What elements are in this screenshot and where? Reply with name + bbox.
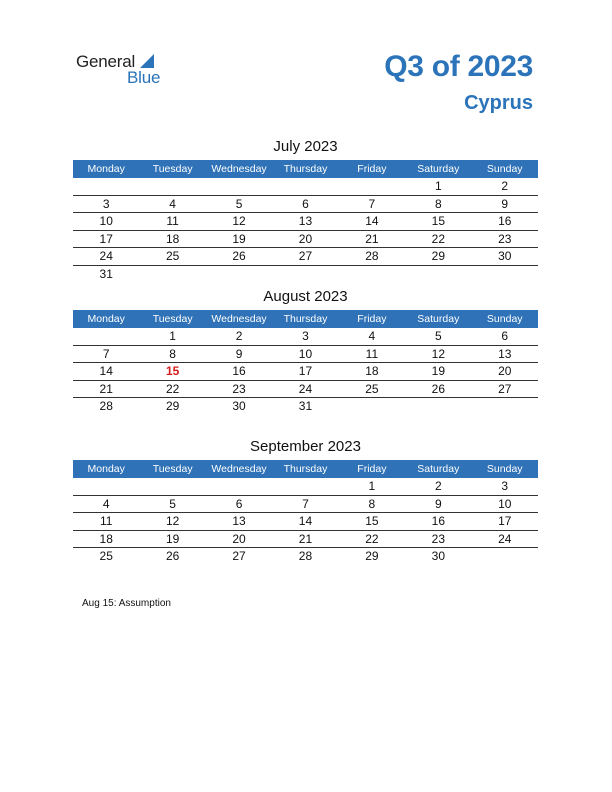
day-cell: 3 [302,329,309,343]
day-cell: 28 [298,549,313,563]
day-cell: 16 [498,214,512,228]
weekday-header [73,310,538,328]
day-cell: 11 [99,514,113,528]
day-cell: 15 [431,214,445,228]
day-cell: 16 [232,364,246,378]
day-cell: 29 [365,549,379,563]
day-cell: 23 [498,231,512,246]
day-cell [339,398,405,416]
day-cell: 12 [165,514,180,528]
day-cell: 20 [298,231,313,246]
day-cell: 3 [501,479,509,493]
weekday-label: Friday [357,313,387,325]
holiday-note: Aug 15: Assumption [82,598,171,609]
day-cell: 4 [102,496,110,511]
weekday-label: Tuesday [152,463,193,475]
month-calendar [73,288,538,416]
day-cell: 17 [498,514,512,528]
day-cell: 12 [232,214,246,228]
day-cell: 2 [434,479,442,493]
day-cell [472,398,538,416]
weekday-header [73,460,538,478]
day-cell: 26 [431,381,445,396]
weekday-label: Sunday [486,163,523,175]
week-row [73,248,538,266]
weekday-label: Wednesday [211,463,267,475]
day-cell: 19 [232,231,246,246]
day-cell: 6 [302,196,309,211]
day-cell: 14 [298,514,313,528]
day-cell: 31 [99,266,113,281]
day-cell: 19 [165,531,180,546]
day-cell: 5 [235,196,243,211]
day-cell: 26 [232,249,246,263]
day-cell [206,178,272,195]
day-cell: 17 [99,231,113,246]
day-cell [272,478,338,495]
weekday-label: Wednesday [211,163,267,175]
month-calendar [73,138,538,283]
day-cell: 7 [302,496,309,511]
day-cell: 25 [99,549,113,563]
weekday-label: Friday [357,163,387,175]
day-cell: 15 [365,514,379,528]
day-cell [206,478,272,495]
month-title: July 2023 [273,138,338,155]
weekday-label: Thursday [283,313,328,325]
day-cell [272,266,338,284]
country-name: Cyprus [464,92,533,114]
month-title: August 2023 [263,288,348,305]
weekday-label: Friday [357,463,387,475]
day-cell: 27 [498,381,512,396]
weekday-label: Thursday [283,463,328,475]
weekday-label: Saturday [417,163,460,175]
day-cell: 13 [298,214,313,228]
day-cell: 3 [102,196,110,211]
day-cell: 23 [431,531,445,546]
week-row [73,328,538,346]
day-cell [73,478,139,495]
day-cell: 6 [501,329,509,343]
day-cell: 4 [169,196,176,211]
day-cell: 1 [368,479,376,493]
day-cell: 17 [298,364,313,378]
day-cell: 29 [165,399,180,413]
day-cell: 13 [232,514,246,528]
weekday-label: Saturday [417,313,460,325]
day-cell: 1 [169,329,176,343]
day-cell: 27 [298,249,313,263]
day-cell: 29 [431,249,445,263]
weekday-label: Thursday [283,163,328,175]
day-cell: 20 [498,364,512,378]
weekday-label: Sunday [486,463,523,475]
generalblue-logo [76,52,176,88]
page-title: Q3 of 2023 [384,50,533,83]
day-cell: 8 [169,346,176,361]
day-cell: 7 [368,196,376,211]
day-cell [139,266,205,284]
day-cell: 14 [99,364,113,378]
day-cell [73,328,139,345]
logo-triangle-icon [140,54,154,68]
month-calendar [73,438,538,566]
day-cell: 13 [498,346,512,361]
day-cell: 9 [434,496,442,511]
week-row [73,513,538,531]
day-cell: 16 [431,514,445,528]
day-cell: 25 [165,249,180,263]
day-cell: 9 [501,196,509,211]
day-cell [339,178,405,195]
day-cell: 22 [431,231,445,246]
day-cell: 24 [298,381,313,396]
weekday-label: Monday [87,163,125,175]
logo-text-general: General [76,52,136,71]
day-cell: 12 [431,346,445,361]
weekday-label: Monday [87,313,125,325]
day-cell: 28 [365,249,379,263]
day-cell: 8 [368,496,376,511]
day-cell: 25 [365,381,379,396]
week-row [73,196,538,214]
day-cell [405,398,471,416]
weekday-label: Tuesday [152,163,193,175]
day-cell [272,178,338,195]
weekday-label: Wednesday [211,313,267,325]
day-cell: 9 [235,346,243,361]
week-row [73,231,538,249]
day-cell [73,178,139,195]
day-cell: 14 [365,214,379,228]
day-cell: 23 [232,381,246,396]
day-cell: 30 [232,399,246,413]
day-cell: 27 [232,549,246,563]
day-cell: 7 [102,346,110,361]
day-cell: 19 [431,364,445,378]
day-cell: 5 [169,496,176,511]
day-cell: 5 [434,329,442,343]
week-row [73,398,538,416]
week-row [73,363,538,381]
day-cell: 18 [365,364,379,378]
logo-text-blue: Blue [127,68,161,87]
week-row [73,478,538,496]
day-cell: 24 [498,531,512,546]
day-cell [139,478,205,495]
day-cell: 24 [99,249,113,263]
day-cell: 10 [498,496,512,511]
day-cell [139,178,205,195]
weekday-header [73,160,538,178]
week-row [73,266,538,284]
day-cell: 22 [165,381,180,396]
day-cell: 21 [298,531,313,546]
weekday-label: Tuesday [152,313,193,325]
day-cell: 18 [165,231,180,246]
day-cell: 18 [99,531,113,546]
day-cell: 1 [434,179,442,193]
day-cell [339,266,405,284]
week-row [73,346,538,364]
day-cell [472,548,538,566]
week-row [73,213,538,231]
week-row [73,381,538,399]
day-cell: 10 [99,214,113,228]
month-title: September 2023 [250,438,361,455]
week-row [73,178,538,196]
weekday-label: Saturday [417,463,460,475]
day-cell: 30 [431,549,445,563]
day-cell: 4 [368,329,376,343]
day-cell: 10 [298,346,313,361]
day-cell: 2 [235,329,243,343]
weekday-label: Monday [87,463,125,475]
week-row [73,531,538,549]
day-cell: 8 [434,196,442,211]
day-cell: 21 [99,381,113,396]
day-cell: 11 [166,214,179,228]
day-cell: 26 [165,549,180,563]
day-cell: 31 [298,399,313,413]
day-cell: 21 [365,231,379,246]
day-cell [472,266,538,284]
weekday-label: Sunday [486,313,523,325]
day-cell: 11 [365,346,379,361]
day-cell: 28 [99,399,113,413]
week-row [73,548,538,566]
day-cell: 22 [365,531,379,546]
holiday-day-cell: 15 [165,364,180,378]
day-cell [405,266,471,284]
day-cell: 6 [235,496,243,511]
day-cell: 20 [232,531,246,546]
week-row [73,496,538,514]
day-cell: 2 [501,179,509,193]
day-cell [206,266,272,284]
day-cell: 30 [498,249,512,263]
